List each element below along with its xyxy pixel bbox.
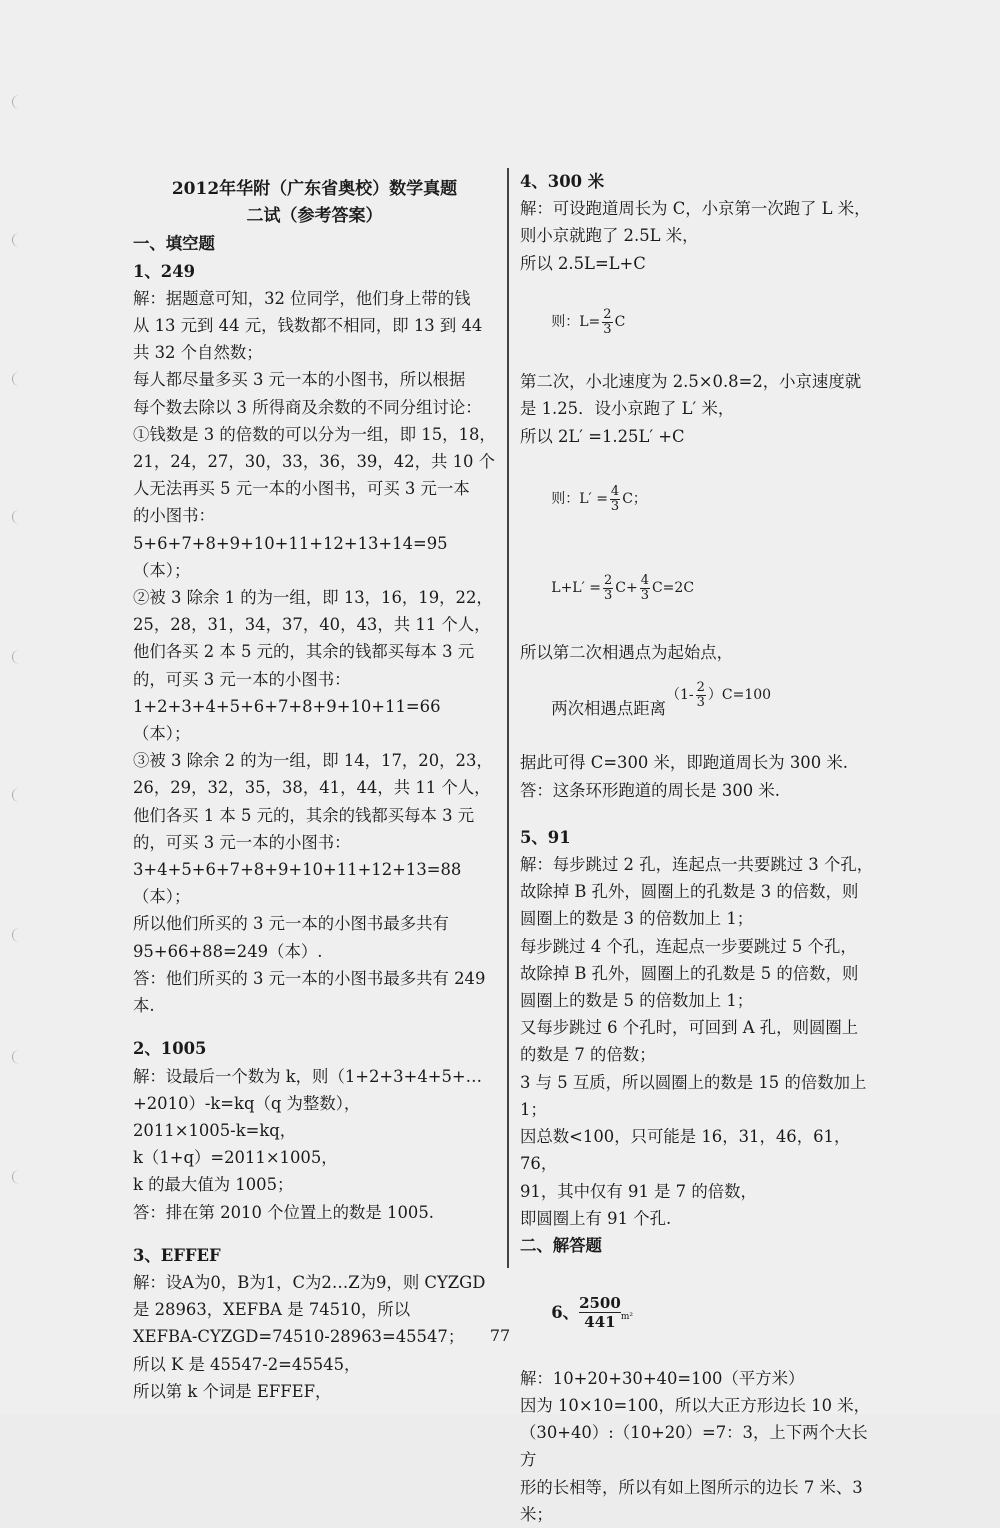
fraction-den: 3 [603,322,612,338]
q1-line: 3+4+5+6+7+8+9+10+11+12+13=88（本）； [133,860,462,907]
page-number: 77 [489,1326,511,1345]
fraction [640,574,650,603]
q4-header: 4、300 米 [520,172,605,191]
q4-equation-2 [520,458,884,541]
q4-line: 是 1.25．设小京跑了 L′ 米， [520,399,735,419]
right-column [520,168,884,1528]
eq-text: ）C=100 [707,686,772,703]
q1-line: 解：据题意可知，32 位同学，他们身上带的钱 [133,288,471,308]
q6-line: 米； [520,1504,553,1524]
q2-line: 解：设最后一个数为 k，则（1+2+3+4+5+… [133,1066,483,1086]
eq-text: L+L′ = [551,580,601,597]
left-column [133,176,496,1405]
q4-line: 答：这条环形跑道的周长是 300 米. [520,780,780,800]
eq-text: C； [622,490,647,507]
fraction [696,681,706,710]
q1-line: 共 32 个自然数； [133,343,263,363]
eq-label: 两次相遇点距离 [551,699,666,719]
q2-line: +2010）-k=kq（q 为整数）， [133,1093,361,1113]
eq-text: C [614,313,626,330]
q5-line: 1； [520,1099,547,1119]
q3-line: XEFBA-CYZGD=74510-28963=45547； [133,1327,465,1347]
q1-line: 所以他们所买的 3 元一本的小图书最多共有 [133,914,449,934]
column-divider [507,168,509,1268]
doc-subtitle: 二试（参考答案） [246,206,383,227]
q5-line: 又每步跳过 6 个孔时，可回到 A 孔，则圆圈上 [520,1018,859,1038]
q1-line: ②被 3 除余 1 的为一组，即 13，16，19，22， [133,588,493,608]
q1-line: 每个数去除以 3 所得商及余数的不同分组讨论： [133,397,482,417]
fraction-den: 441 [584,1313,616,1332]
q4-line: 据此可得 C=300 米，即跑道周长为 300 米. [520,753,848,773]
q1-line: 的，可买 3 元一本的小图书： [133,832,351,852]
q4-line: 所以第二次相遇点为起始点， [520,642,734,662]
q2-line: k 的最大值为 1005； [133,1175,294,1195]
q2-line: 2011×1005-k=kq， [133,1120,297,1140]
q3-line: 解：设A为0，B为1，C为2…Z为9，则 CYZGD [133,1272,486,1292]
fraction [610,485,620,514]
binding-hole [12,650,19,664]
q1-line: 本. [133,996,155,1016]
binding-hole [12,510,19,524]
fraction-den: 3 [696,695,705,711]
q1-line: 的，可买 3 元一本的小图书： [133,669,351,689]
section-heading-answer: 二、解答题 [520,1235,602,1255]
q1-line: 人无法再买 5 元一本的小图书，可买 3 元一本 [133,479,470,499]
fraction-num: 2 [603,307,612,323]
binding-hole [12,928,19,942]
q1-line: 的小图书： [133,506,215,526]
q5-line: 即圆圈上有 91 个孔. [520,1208,672,1228]
q1-line: 21，24，27，30，33，36，39，42，共 10 个 [133,452,496,472]
q5-line: 因总数<100，只可能是 16，31，46，61，76， [520,1127,851,1174]
fraction [603,574,613,603]
fraction-den: 3 [603,588,613,604]
q1-line: ③被 3 除余 2 的为一组，即 14，17，20，23， [133,751,493,771]
doc-title: 2012年华附（广东省奥校）数学真题 [171,179,458,199]
q2-header: 2、1005 [133,1039,207,1059]
q3-line: 是 28963，XEFBA 是 74510，所以 [133,1300,411,1320]
q1-line: 1+2+3+4+5+6+7+8+9+10+11=66（本）； [133,696,441,744]
q3-line: 所以第 k 个词是 EFFEF， [133,1381,332,1401]
q4-equation-3 [520,547,884,630]
q3-header: 3、EFFEF [133,1245,221,1265]
q1-line: 从 13 元到 44 元，钱数都不相同，即 13 到 44 [133,316,483,336]
binding-hole [12,1170,19,1184]
q1-line: 26，29，32，35，38，41，44，共 11 个人， [133,778,491,798]
fraction [602,308,612,337]
binding-hole [12,1050,19,1064]
q1-line: 他们各买 1 本 5 元的，其余的钱都买每本 3 元 [133,805,475,825]
q5-line: 圆圈上的数是 5 的倍数加上 1； [520,991,754,1011]
q4-line: 第二次，小北速度为 2.5×0.8=2，小京速度就 [520,372,862,392]
q5-line: 91，其中仅有 91 是 7 的倍数， [520,1181,757,1201]
q5-line: 圆圈上的数是 3 的倍数加上 1； [520,909,754,929]
q2-line: 答：排在第 2010 个位置上的数是 1005. [133,1202,434,1222]
q4-line: 所以 2L′ =1.25L′ +C [520,426,685,446]
q1-line: 每人都尽量多买 3 元一本的小图书，所以根据 [133,370,466,390]
q5-line: 的数是 7 的倍数； [520,1045,656,1065]
q6-line: 形的长相等，所以有如上图所示的边长 7 米、3 [520,1477,863,1497]
fraction-den: 3 [640,588,649,604]
q6-line: （30+40）:（10+20）=7：3，上下两个大长方 [520,1423,868,1470]
q4-equation-1 [520,281,884,364]
q1-line: 他们各买 2 本 5 元的，其余的钱都买每本 3 元 [133,642,475,662]
fraction-num: 2500 [579,1294,621,1313]
q1-line: 5+6+7+8+9+10+11+12+13+14=95（本）； [133,533,448,580]
q6-label: 6、 [551,1303,580,1323]
q5-line: 解：每步跳过 2 孔，连起点一共要跳过 3 个孔， [520,855,874,875]
q5-line: 故除掉 B 孔外，圆圈上的孔数是 3 的倍数，则 [520,882,859,902]
q5-line: 故除掉 B 孔外，圆圈上的孔数是 5 的倍数，则 [520,963,859,983]
q4-equation-4 [520,668,884,750]
q1-line: 25，28，31，34，37，40，43，共 11 个人， [133,615,491,635]
q1-line: 95+66+88=249（本）. [133,941,323,961]
q1-header: 1、249 [133,261,196,281]
fraction-den: 3 [610,499,620,515]
q6-unit: m² [620,1312,633,1323]
q5-line: 3 与 5 互质，所以圆圈上的数是 15 的倍数加上 [520,1072,867,1092]
fraction-num: 4 [640,573,649,589]
eq-text: 则：L= [551,313,601,330]
q4-line: 解：可设跑道周长为 C，小京第一次跑了 L 米， [520,199,871,219]
q6-line: 解：10+20+30+40=100（平方米） [520,1368,805,1388]
binding-hole [12,372,19,386]
fraction-num: 2 [603,573,613,589]
eq-text: C=2C [651,580,695,597]
fraction-num: 2 [696,680,705,696]
q3-line: 所以 K 是 45547-2=45545， [133,1354,361,1374]
q4-line: 则小京就跑了 2.5L 米， [520,226,699,246]
q5-line: 每步跳过 4 个孔，连起点一步要跳过 5 个孔， [520,936,857,956]
q5-header: 5、91 [520,827,571,847]
q4-line: 所以 2.5L=L+C [520,253,646,273]
eq-text: 则：L′ = [551,490,608,507]
eq-text: （1- [666,686,694,703]
q1-line: ①钱数是 3 的倍数的可以分为一组，即 15，18， [133,424,496,444]
q1-line: 答：他们所买的 3 元一本的小图书最多共有 249 [133,968,486,988]
binding-hole [12,95,19,109]
q2-line: k（1+q）=2011×1005， [133,1148,338,1168]
section-heading-fill: 一、填空题 [133,234,215,254]
q6-line: 因为 10×10=100，所以大正方形边长 10 米， [520,1395,871,1415]
binding-hole [12,233,19,247]
fraction-num: 4 [610,484,620,500]
eq-text: C+ [615,580,638,597]
binding-hole [12,788,19,802]
